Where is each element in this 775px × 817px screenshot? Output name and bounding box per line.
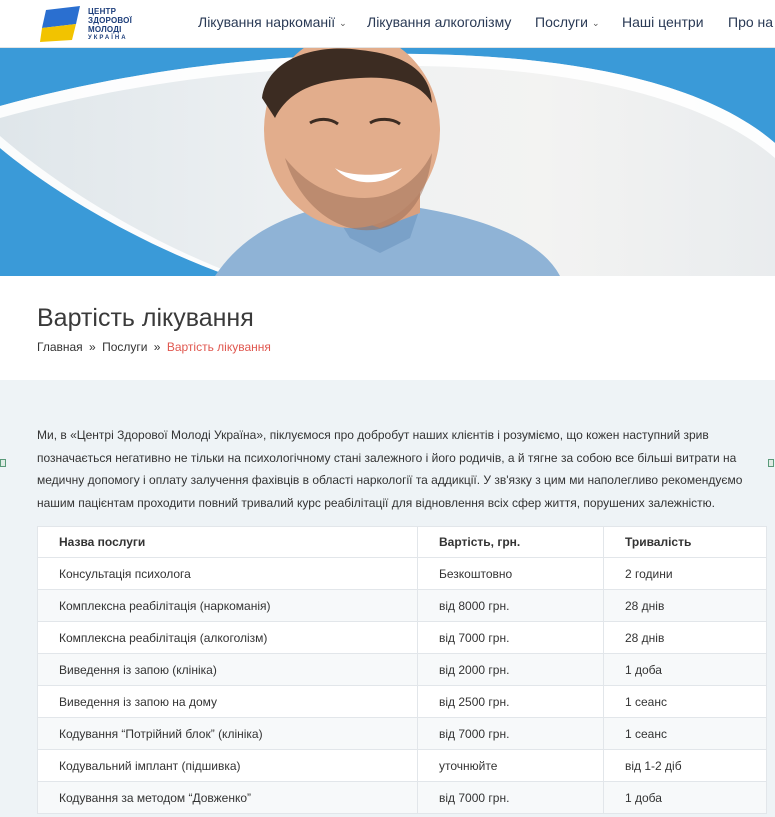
cell-price: від 2000 грн. [418, 654, 604, 686]
nav-item-label: Про на [728, 14, 774, 30]
logo-text [88, 7, 132, 43]
cell-price: уточнюйте [418, 750, 604, 782]
logo-flag-icon [40, 4, 86, 42]
resize-handle-left[interactable] [0, 459, 6, 467]
cell-duration: 28 днів [604, 590, 767, 622]
cell-service: Комплексна реабілітація (алкоголізм) [38, 622, 418, 654]
chevron-down-icon: ⌄ [339, 18, 347, 28]
breadcrumb-current: Вартість лікування [166, 340, 271, 354]
price-table [37, 526, 767, 814]
logo-line-2: ЗДОРОВОЇ [88, 16, 132, 25]
cell-duration: 2 години [604, 558, 767, 590]
main-content [0, 380, 775, 817]
cell-service: Кодування “Потрійний блок” (клініка) [38, 718, 418, 750]
cell-service: Виведення із запою (клініка) [38, 654, 418, 686]
table-row [38, 590, 767, 622]
cell-price: від 8000 грн. [418, 590, 604, 622]
nav-item-label: Лікування наркоманії [198, 14, 336, 30]
chevron-down-icon: ⌄ [591, 18, 600, 28]
cell-service: Комплексна реабілітація (наркоманія) [38, 590, 418, 622]
cell-duration: 1 сеанс [604, 686, 767, 718]
site-logo[interactable] [40, 4, 150, 42]
cell-duration: 1 доба [604, 654, 767, 686]
cell-duration: 1 доба [604, 782, 767, 814]
table-row [38, 686, 767, 718]
breadcrumb [37, 340, 271, 354]
intro-paragraph: Ми, в «Центрі Здорової Молоді Україна», піклуємося про добробут наших клієнтів і розуміємо, що кожен наступний зрив позначається негативно не тільки на психологічному стані залежного і його родичів, а й тягне за собою все більші витрати на медичну допомогу і оплату залучення фахівців в області наркології та аддикції. У зв'язку з цим ми наполегливо рекомендуємо нашим пацієнтам проходити повний тривалий курс реабілітації для відновлення всіх сфер життя, порушених залежністю. [37, 428, 743, 510]
logo-line-3: МОЛОДІ [88, 25, 122, 34]
nav-item-label: Лікування алкоголізму [367, 14, 512, 30]
cell-price: від 7000 грн. [418, 718, 604, 750]
nav-item-label: Наші центри [622, 14, 704, 30]
header-duration: Тривалість [604, 527, 767, 558]
breadcrumb-separator: » [89, 340, 96, 354]
cell-service: Кодувальний імплант (підшивка) [38, 750, 418, 782]
breadcrumb-home-link[interactable]: Главная [37, 340, 83, 354]
table-row [38, 622, 767, 654]
nav-item-drug-treatment[interactable] [198, 14, 347, 30]
header-service-name: Назва послуги [38, 527, 418, 558]
table-row [38, 718, 767, 750]
nav-item-label: Послуги [535, 14, 588, 30]
nav-item-alcohol-treatment[interactable] [367, 14, 511, 30]
table-row [38, 782, 767, 814]
cell-duration: від 1-2 діб [604, 750, 767, 782]
header-price: Вартість, грн. [418, 527, 604, 558]
logo-line-1: ЦЕНТР [88, 7, 117, 16]
cell-service: Консультація психолога [38, 558, 418, 590]
site-header [0, 0, 775, 48]
cell-duration: 28 днів [604, 622, 767, 654]
table-row [38, 558, 767, 590]
nav-item-services[interactable] [535, 14, 600, 30]
breadcrumb-separator: » [153, 340, 161, 354]
nav-item-about[interactable] [728, 14, 773, 30]
hero-banner [0, 48, 775, 276]
cell-price: від 2500 грн. [418, 686, 604, 718]
cell-service: Кодування за методом “Довженко” [38, 782, 418, 814]
cell-price: від 7000 грн. [418, 782, 604, 814]
nav-item-our-centers[interactable] [622, 14, 704, 30]
table-row [38, 654, 767, 686]
cell-price: Безкоштовно [418, 558, 604, 590]
page-title-section [0, 276, 775, 380]
breadcrumb-services-link[interactable]: Послуги [102, 340, 148, 354]
logo-line-4: УКРАЇНА [88, 35, 128, 41]
hero-illustration [0, 48, 775, 276]
table-row [38, 750, 767, 782]
cell-price: від 7000 грн. [418, 622, 604, 654]
cell-duration: 1 сеанс [604, 718, 767, 750]
resize-handle-right[interactable] [768, 459, 774, 467]
table-header-row [38, 527, 767, 558]
page-title: Вартість лікування [37, 304, 254, 332]
cell-service: Виведення із запою на дому [38, 686, 418, 718]
